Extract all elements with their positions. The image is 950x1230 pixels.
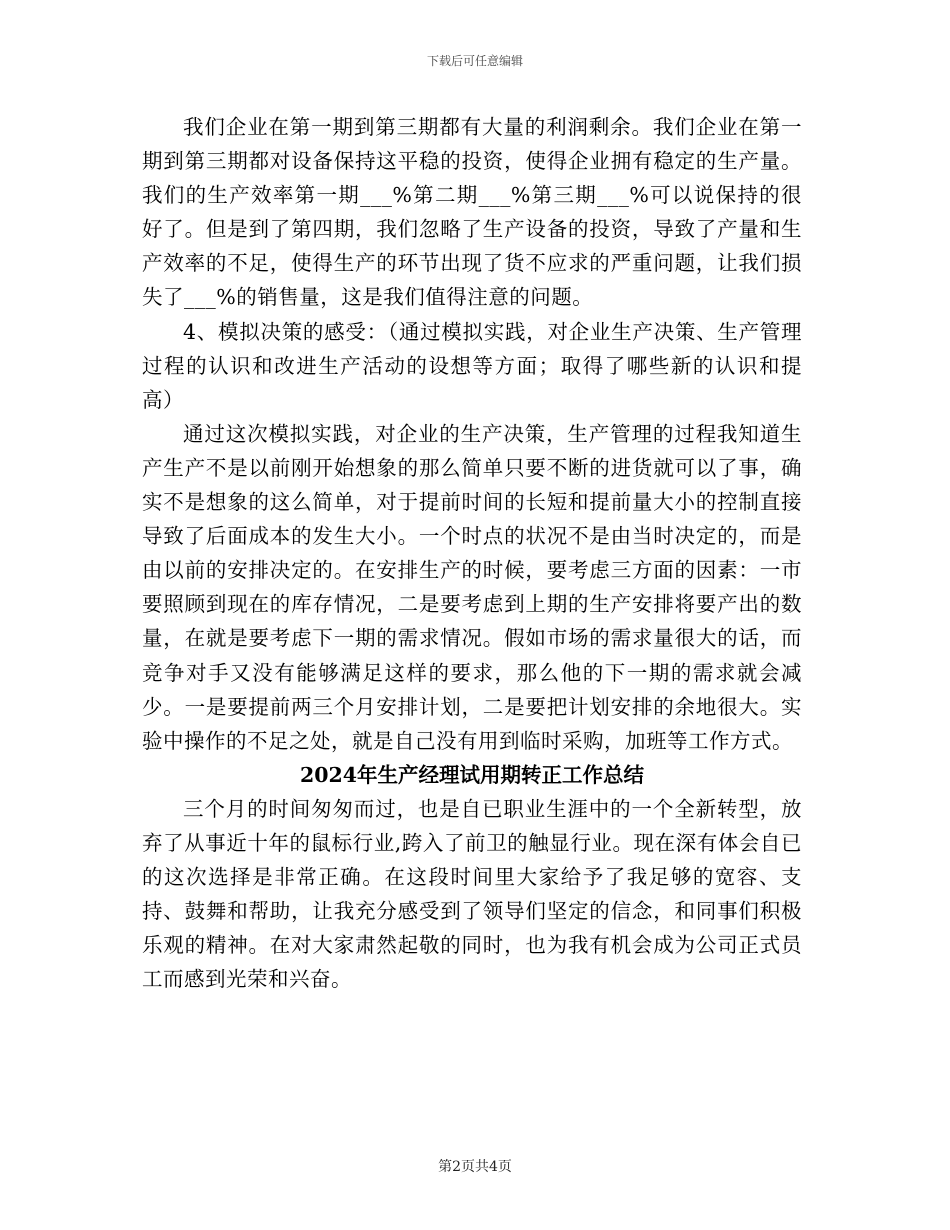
page-header: 下载后可任意编辑 xyxy=(426,54,523,68)
document-body xyxy=(142,110,802,996)
section-title: 2024年生产经理试用期转正工作总结 xyxy=(299,762,645,787)
paragraph-decision-feeling-heading: 4、模拟决策的感受：（通过模拟实践，对企业生产决策、生产管理过程的认识和改进生产活动的设想等方面；取得了哪些新的认识和提高） xyxy=(142,319,802,412)
paragraph-profit-review: 我们企业在第一期到第三期都有大量的利润剩余。我们企业在第一期到第三期都对设备保持这平稳的投资，使得企业拥有稳定的生产量。我们的生产效率第一期___%第二期___%第三期___%可以说保持的很好了。但是到了第四期，我们忽略了生产设备的投资，导致了产量和生产效率的不足，使得生产的环节出现了货不应求的严重问题，让我们损失了___%的销售量，这是我们值得注意的问题。 xyxy=(142,115,802,310)
paragraph-simulation-reflection: 通过这次模拟实践，对企业的生产决策，生产管理的过程我知道生产生产不是以前刚开始想象的那么简单只要不断的进货就可以了事，确实不是想象的这么简单，对于提前时间的长短和提前量大小的控制直接导致了后面成本的发生大小。一个时点的状况不是由当时决定的，而是由以前的安排决定的。在安排生产的时候，要考虑三方面的因素：一市要照顾到现在的库存情况，二是要考虑到上期的生产安排将要产出的数量，在就是要考虑下一期的需求情况。假如市场的需求量很大的话，而竞争对手又没有能够满足这样的要求，那么他的下一期的需求就会减少。一是要提前两三个月安排计划，二是要把计划安排的余地很大。实验中操作的不足之处，就是自己没有用到临时采购，加班等工作方式。 xyxy=(142,421,802,753)
paragraph-probation-summary: 三个月的时间匆匆而过，也是自已职业生涯中的一个全新转型，放弃了从事近十年的鼠标行业,跨入了前卫的触显行业。现在深有体会自已的这次选择是非常正确。在这段时间里大家给予了我足够的宽容、支持、鼓舞和帮助，让我充分感受到了领导们坚定的信念，和同事们积极乐观的精神。在对大家肃然起敬的同时，也为我有机会成为公司正式员工而感到光荣和兴奋。 xyxy=(142,796,802,992)
page-number: 第2页共4页 xyxy=(438,1159,512,1175)
